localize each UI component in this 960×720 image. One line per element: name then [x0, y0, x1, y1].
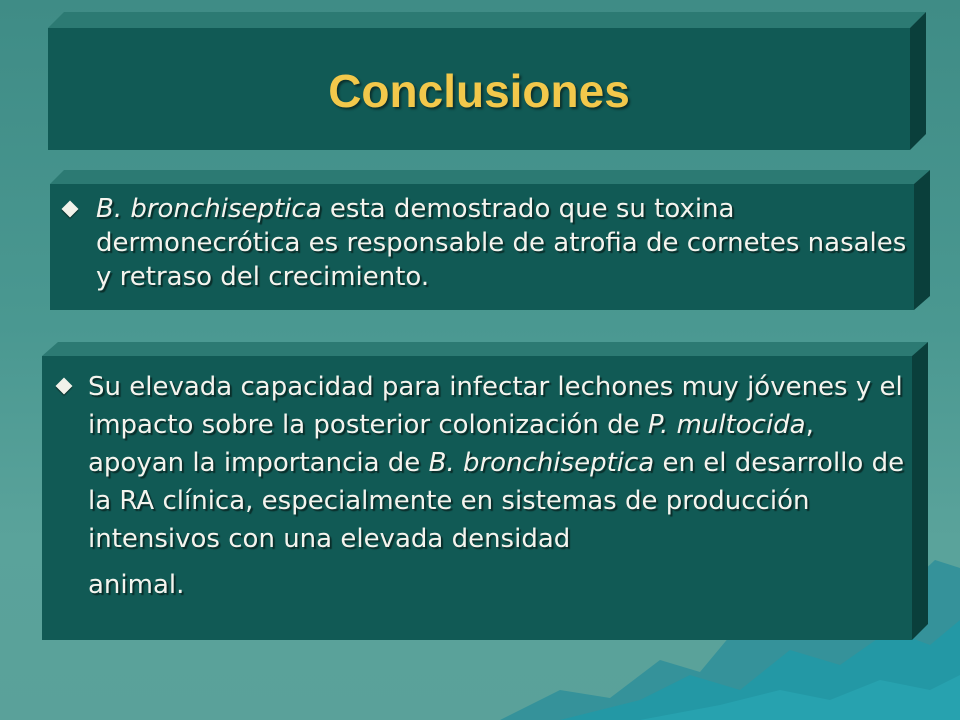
slide-title: Conclusiones: [328, 65, 630, 117]
species-name: B. bronchiseptica: [428, 448, 655, 478]
conclusion-text-2-part-1: Su elevada capacidad para infectar lechones muy jóvenes y el impacto sobre la posterior colonización de: [88, 372, 903, 440]
conclusion-text-2-last-word: animal.: [88, 570, 185, 600]
species-name: P. multocida: [647, 410, 806, 440]
species-name: B. bronchiseptica: [96, 194, 322, 224]
conclusion-text-2-part-2: , apoyan la importancia de: [88, 410, 814, 478]
conclusion-text-1-body: esta demostrado que su toxina dermonecrótica es responsable de atrofia de cornetes nasales y retraso del crecimiento.: [96, 194, 907, 292]
conclusion-text-1: [96, 192, 916, 294]
conclusion-text-2-part-3: en el desarrollo de la RA clínica, especialmente en sistemas de producción intensivos con una elevada densidad: [88, 448, 905, 554]
conclusion-text-2: [88, 368, 908, 604]
